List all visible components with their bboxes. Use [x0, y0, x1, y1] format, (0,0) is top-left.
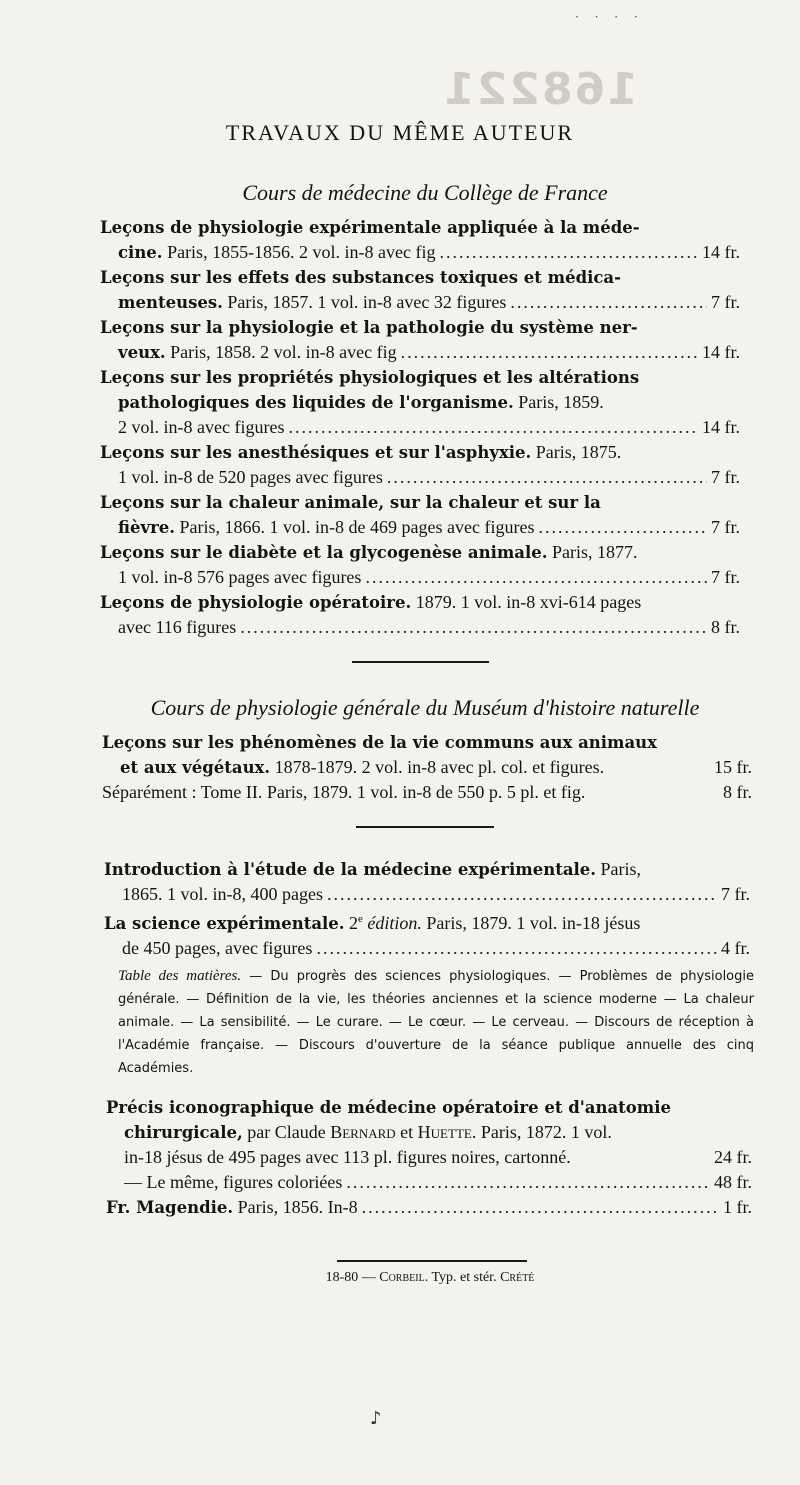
section-precis [106, 1095, 752, 1220]
entry-price: 7 fr. [711, 567, 740, 587]
section-other-works [104, 857, 750, 961]
bibliography-entry [106, 1195, 752, 1220]
author-name: Bernard [330, 1122, 396, 1142]
entry-price: 14 fr. [702, 417, 740, 437]
entry-title: Leçons sur la chaleur animale, sur la chaleur et sur la [100, 493, 601, 512]
imprint-place: Corbeil [379, 1270, 425, 1285]
dot-leader [346, 1170, 710, 1195]
edition-number: 2 [344, 913, 359, 933]
imprint-mid: . Typ. et stér. [424, 1270, 501, 1285]
entry-place-date: Paris, 1879. 1 vol. in-18 jésus [421, 913, 641, 933]
imprint-printer: Crété [500, 1270, 535, 1285]
bibliography-entry [100, 365, 740, 440]
library-stamp: 168221 [442, 64, 638, 115]
entry-details-volume: Séparément : Tome II. Paris, 1879. 1 vol. in-8 de 550 p. 5 pl. et fig. [102, 782, 586, 802]
entry-title-cont: chirurgicale, [124, 1123, 243, 1142]
entry-title: La science expérimentale. [104, 914, 345, 933]
page-header: TRAVAUX DU MÊME AUTEUR [225, 120, 575, 145]
printer-imprint [0, 1270, 800, 1286]
footer-divider [337, 1260, 527, 1262]
entry-title: Introduction à l'étude de la médecine expérimentale. [104, 860, 597, 879]
entry-title-cont: et aux végétaux. [120, 758, 271, 777]
section-divider [352, 661, 489, 663]
bibliography-entry [100, 440, 740, 490]
entry-price: 7 fr. [711, 517, 740, 537]
bibliography-entry [100, 590, 740, 640]
entry-title: Leçons sur la physiologie et la pathologie du système ner- [100, 318, 638, 337]
entry-price: 14 fr. [702, 242, 740, 262]
bibliography-entry [100, 215, 740, 265]
bibliography-entry [100, 265, 740, 315]
entry-title: Leçons sur les effets des substances toxiques et médica- [100, 268, 621, 287]
entry-details: 1 vol. in-8 de 520 pages avec figures [118, 467, 383, 487]
entry-price: 8 fr. [711, 617, 740, 637]
bibliography-entry [100, 490, 740, 540]
entry-title-cont: fièvre. [118, 518, 176, 537]
dot-leader [365, 565, 707, 590]
entry-details: 2 vol. in-8 avec figures [118, 417, 285, 437]
entry-price: 4 fr. [721, 938, 750, 958]
bibliography-entry [102, 730, 752, 805]
entry-details: Paris, 1855-1856. 2 vol. in-8 avec fig [162, 242, 436, 262]
entry-price: 8 fr. [723, 782, 752, 802]
entry-details: in-18 jésus de 495 pages avec 113 pl. figures noires, cartonné. [124, 1147, 571, 1167]
entry-title: Précis iconographique de médecine opératoire et d'anatomie [106, 1098, 672, 1117]
section-divider [356, 826, 494, 828]
section-museum [102, 730, 752, 805]
entry-price: 48 fr. [714, 1172, 752, 1192]
bibliography-entry [104, 907, 750, 961]
dot-leader [440, 240, 698, 265]
table-of-contents [118, 965, 754, 1080]
entry-title: Leçons sur les anesthésiques et sur l'asphyxie. [100, 443, 532, 462]
entry-title-cont: veux. [118, 343, 166, 362]
entry-price: 7 fr. [711, 467, 740, 487]
entry-price: 7 fr. [721, 884, 750, 904]
entry-title: Leçons de physiologie expérimentale appliquée à la méde- [100, 218, 640, 237]
section-college-de-france [100, 215, 740, 640]
bibliography-entry [100, 540, 740, 590]
entry-title: Leçons sur le diabète et la glycogenèse animale. [100, 543, 548, 562]
ink-specks: · · · · [575, 10, 644, 24]
entry-details: de 450 pages, avec figures [122, 938, 313, 958]
dot-leader [510, 290, 707, 315]
edition-suffix: e [358, 913, 363, 925]
dot-leader [387, 465, 707, 490]
dot-leader [362, 1195, 719, 1220]
entry-place-date: Paris, 1859. [513, 392, 604, 412]
dot-leader [288, 415, 698, 440]
entry-by: par Claude [242, 1122, 331, 1142]
entry-and: et [395, 1122, 418, 1142]
entry-variant: — Le même, figures coloriées [124, 1172, 343, 1192]
entry-price: 14 fr. [702, 342, 740, 362]
entry-title-cont: menteuses. [118, 293, 223, 312]
entry-title-cont: cine. [118, 243, 163, 262]
bibliography-entry [100, 315, 740, 365]
entry-price: 7 fr. [711, 292, 740, 312]
entry-place-date: . Paris, 1872. 1 vol. [471, 1122, 612, 1142]
entry-price: 24 fr. [714, 1147, 752, 1167]
entry-place-date: 1879. 1 vol. in-8 xvi-614 pages [411, 592, 642, 612]
dot-leader [316, 936, 717, 961]
entry-details: 1865. 1 vol. in-8, 400 pages [122, 884, 323, 904]
entry-title: Leçons sur les propriétés physiologiques et les altérations [100, 368, 640, 387]
entry-price: 15 fr. [714, 757, 752, 777]
dot-leader [240, 615, 707, 640]
entry-details: Paris, 1858. 2 vol. in-8 avec fig [165, 342, 397, 362]
dot-leader [401, 340, 698, 365]
toc-title: Table des matières. [118, 968, 242, 984]
entry-title: Fr. Magendie. [106, 1198, 234, 1217]
ink-smudge: ♪ [370, 1408, 382, 1429]
toc-body: — Du progrès des sciences physiologiques. — Problèmes de physiologie générale. — Définition de la vie, les théories anciennes et la science moderne — La chaleur animale. — La sensibilité. — Le curare. — Le cœur. — Le cerveau. — Discours de réception à l'Académie française. — Discours d'ouverture de la séance publique annuelle des cinq Académies. [118, 969, 754, 1076]
entry-place-date: Paris, 1877. [547, 542, 638, 562]
entry-details: 1878-1879. 2 vol. in-8 avec pl. col. et figures. [270, 757, 605, 777]
entry-title: Leçons de physiologie opératoire. [100, 593, 412, 612]
section-title-college-de-france: Cours de médecine du Collège de France [242, 180, 608, 205]
entry-details: Paris, 1857. 1 vol. in-8 avec 32 figures [222, 292, 507, 312]
entry-title: Leçons sur les phénomènes de la vie communs aux animaux [102, 733, 658, 752]
entry-details: avec 116 figures [118, 617, 237, 637]
entry-details: 1 vol. in-8 576 pages avec figures [118, 567, 362, 587]
edition-label: édition. [362, 913, 422, 933]
entry-price: 1 fr. [723, 1197, 752, 1217]
entry-details: Paris, 1856. In-8 [233, 1197, 358, 1217]
dot-leader [327, 882, 717, 907]
imprint-code: 18-80 — [325, 1270, 380, 1285]
bibliography-entry [106, 1095, 752, 1195]
dot-leader [538, 515, 707, 540]
coauthor-name: Huette [417, 1122, 472, 1142]
section-title-museum: Cours de physiologie générale du Muséum d'histoire naturelle [150, 695, 700, 720]
bibliography-entry [104, 857, 750, 907]
entry-place: Paris, [596, 859, 642, 879]
entry-place-date: Paris, 1875. [531, 442, 622, 462]
entry-title-cont: pathologiques des liquides de l'organisme. [118, 393, 514, 412]
entry-details: Paris, 1866. 1 vol. in-8 de 469 pages avec figures [175, 517, 535, 537]
